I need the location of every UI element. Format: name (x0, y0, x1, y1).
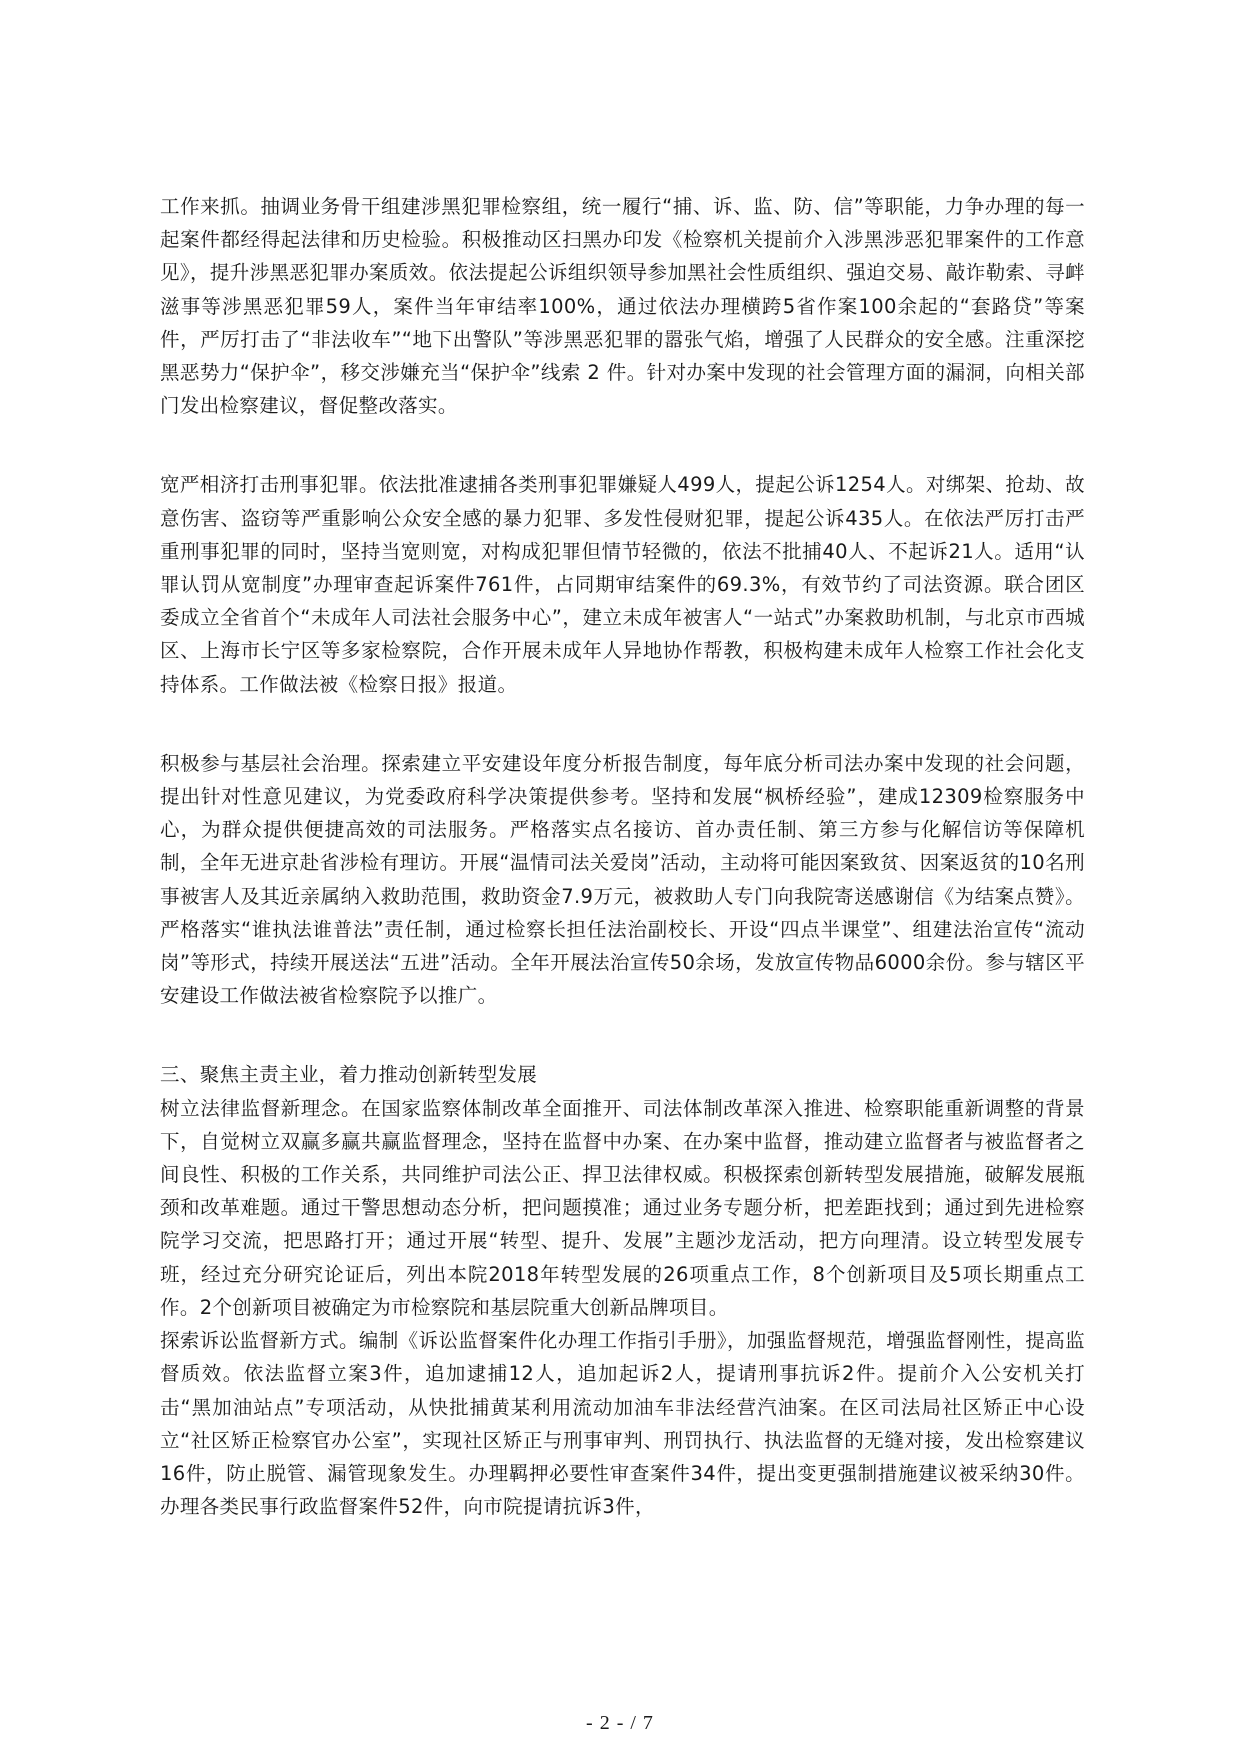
body-paragraph: 宽严相济打击刑事犯罪。依法批准逮捕各类刑事犯罪嫌疑人499人，提起公诉1254人。对绑架、抢劫、故意伤害、盗窃等严重影响公众安全感的暴力犯罪、多发性侵财犯罪，提起公诉435人。在依法严厉打击严重刑事犯罪的同时，坚持当宽则宽，对构成犯罪但情节轻微的，依法不批捕40人、不起诉21人。适用“认罪认罚从宽制度”办理审查起诉案件761件，占同期审结案件的69.3%，有效节约了司法资源。联合团区委成立全省首个“未成年人司法社会服务中心”，建立未成年被害人“一站式”办案救助机制，与北京市西城区、上海市长宁区等多家检察院，合作开展未成年人异地协作帮教，积极构建未成年人检察工作社会化支持体系。工作做法被《检察日报》报道。 (160, 473, 1085, 696)
document-body (160, 190, 1085, 1523)
paragraph-gap (160, 1012, 1085, 1058)
section-heading: 三、聚焦主责主业，着力推动创新转型发展 (160, 1063, 538, 1087)
body-paragraph: 树立法律监督新理念。在国家监察体制改革全面推开、司法体制改革深入推进、检察职能重新调整的背景下，自觉树立双赢多赢共赢监督理念，坚持在监督中办案、在办案中监督，推动建立监督者与被监督者之间良性、积极的工作关系，共同维护司法公正、捍卫法律权威。积极探索创新转型发展措施，破解发展瓶颈和改革难题。通过干警思想动态分析，把问题摸准；通过业务专题分析，把差距找到；通过到先进检察院学习交流，把思路打开；通过开展“转型、提升、发展”主题沙龙活动，把方向理清。设立转型发展专班，经过充分研究论证后，列出本院2018年转型发展的26项重点工作，8个创新项目及5项长期重点工作。2个创新项目被确定为市检察院和基层院重大创新品牌项目。 (160, 1096, 1085, 1319)
paragraph-gap (160, 701, 1085, 747)
body-paragraph: 探索诉讼监督新方式。编制《诉讼监督案件化办理工作指引手册》，加强监督规范，增强监督刚性，提高监督质效。依法监督立案3件，追加逮捕12人，追加起诉2人，提请刑事抗诉2件。提前介入公安机关打击“黑加油站点”专项活动，从快批捕黄某利用流动加油车非法经营汽油案。在区司法局社区矫正中心设立“社区矫正检察官办公室”，实现社区矫正与刑事审判、刑罚执行、执法监督的无缝对接，发出检察建议16件，防止脱管、漏管现象发生。办理羁押必要性审查案件34件，提出变更强制措施建议被采纳30件。办理各类民事行政监督案件52件，向市院提请抗诉3件， (160, 1329, 1085, 1519)
body-paragraph: 工作来抓。抽调业务骨干组建涉黑犯罪检察组，统一履行“捕、诉、监、防、信”等职能，力争办理的每一起案件都经得起法律和历史检验。积极推动区扫黑办印发《检察机关提前介入涉黑涉恶犯罪案件的工作意见》，提升涉黑恶犯罪办案质效。依法提起公诉组织领导参加黑社会性质组织、强迫交易、敲诈勒索、寻衅滋事等涉黑恶犯罪59人，案件当年审结率100%，通过依法办理横跨5省作案100余起的“套路贷”等案件，严厉打击了“非法收车”“地下出警队”等涉黑恶犯罪的嚣张气焰，增强了人民群众的安全感。注重深挖黑恶势力“保护伞”，移交涉嫌充当“保护伞”线索 2 件。针对办案中发现的社会管理方面的漏洞，向相关部门发出检察建议，督促整改落实。 (160, 195, 1085, 418)
paragraph-gap (160, 422, 1085, 468)
page-number: - 2 - / 7 (586, 1712, 654, 1734)
body-paragraph: 积极参与基层社会治理。探索建立平安建设年度分析报告制度，每年底分析司法办案中发现的社会问题，提出针对性意见建议，为党委政府科学决策提供参考。坚持和发展“枫桥经验”，建成12309检察服务中心，为群众提供便捷高效的司法服务。严格落实点名接访、首办责任制、第三方参与化解信访等保障机制，全年无进京赴省涉检有理访。开展“温情司法关爱岗”活动，主动将可能因案致贫、因案返贫的10名刑事被害人及其近亲属纳入救助范围，救助资金7.9万元，被救助人专门向我院寄送感谢信《为结案点赞》。严格落实“谁执法谁普法”责任制，通过检察长担任法治副校长、开设“四点半课堂”、组建法治宣传“流动岗”等形式，持续开展送法“五进”活动。全年开展法治宣传50余场，发放宣传物品6000余份。参与辖区平安建设工作做法被省检察院予以推广。 (160, 751, 1085, 1008)
